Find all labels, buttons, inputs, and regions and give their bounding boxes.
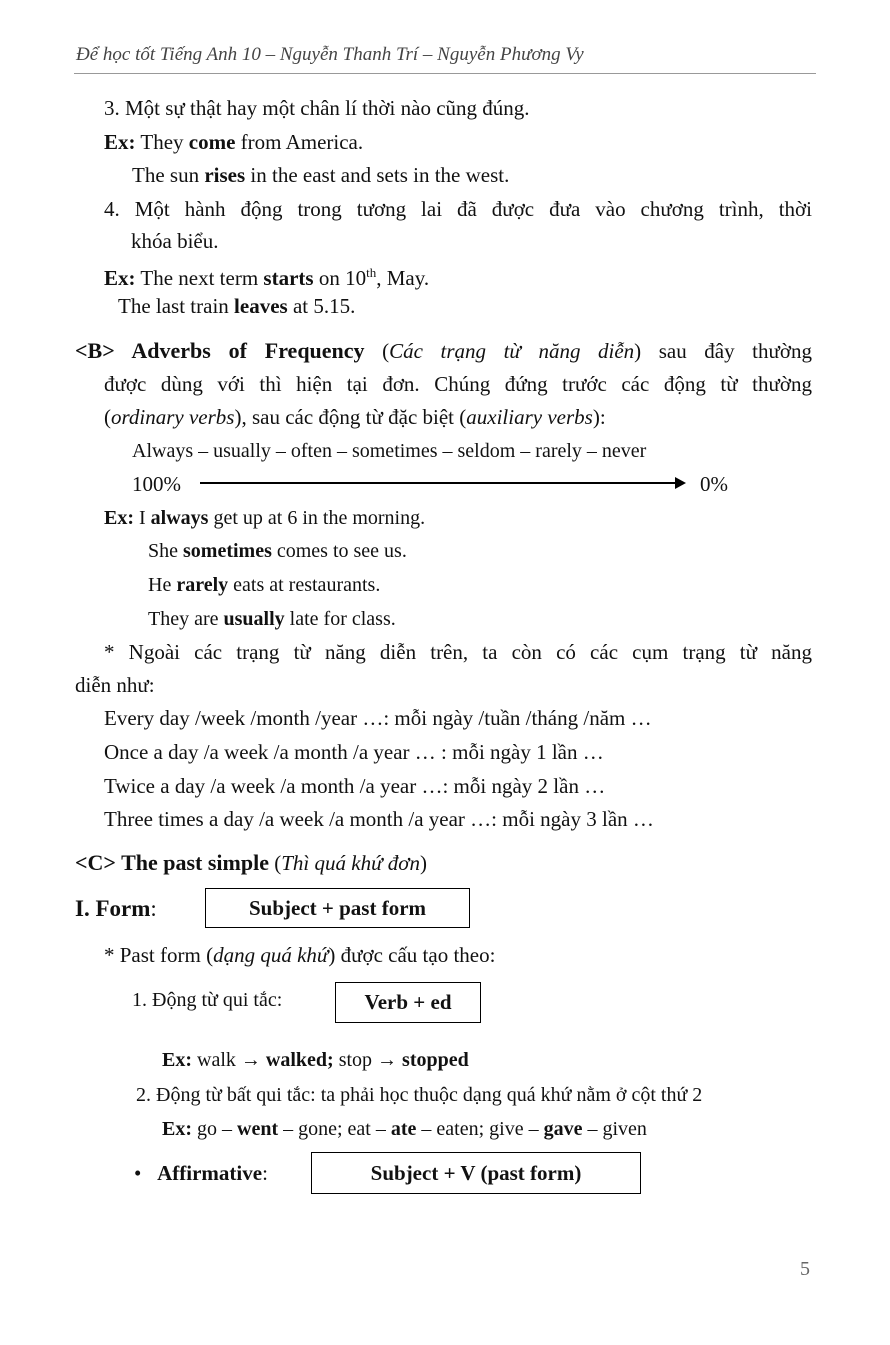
note-line1: * Ngoài các trạng từ năng diễn trên, ta còn có các cụm trạng từ năng xyxy=(104,640,812,664)
example-3a: Ex: They come from America. xyxy=(104,130,364,154)
page-number: 5 xyxy=(800,1258,810,1280)
bullet-icon: • xyxy=(134,1161,142,1185)
rule-4-line1: 4. Một hành động trong tương lai đã được đưa vào chương trình, thời xyxy=(104,197,812,221)
regular-verbs-box: Verb + ed xyxy=(335,982,481,1023)
frequency-arrow xyxy=(200,482,684,484)
ex-label: Ex: xyxy=(104,130,136,154)
ex-label: Ex: xyxy=(162,1118,192,1140)
example-4b: The last train leaves at 5.15. xyxy=(118,294,356,318)
irregular-verbs-rule: 2. Động từ bất qui tắc: ta phải học thuộc dạng quá khứ nằm ở cột thứ 2 xyxy=(136,1084,703,1106)
scale-left: 100% xyxy=(132,472,181,496)
past-form-note: * Past form (dạng quá khứ) được cấu tạo theo: xyxy=(104,943,496,967)
ex-label: Ex: xyxy=(162,1049,192,1071)
phrase-1: Every day /week /month /year …: mỗi ngày /tuần /tháng /năm … xyxy=(104,706,652,730)
phrase-2: Once a day /a week /a month /a year … : mỗi ngày 1 lần … xyxy=(104,740,604,764)
phrase-4: Three times a day /a week /a month /a year …: mỗi ngày 3 lần … xyxy=(104,807,654,831)
example-3b: The sun rises in the east and sets in the west. xyxy=(132,163,510,187)
scale-right: 0% xyxy=(700,472,728,496)
ex-label: Ex: xyxy=(104,266,136,290)
example-irregular: Ex: go – went – gone; eat – ate – eaten; give – gave – given xyxy=(162,1118,647,1140)
form-box: Subject + past form xyxy=(205,888,470,928)
header-rule xyxy=(74,73,816,74)
example-b1: Ex: I always get up at 6 in the morning. xyxy=(104,507,426,529)
running-header: Để học tốt Tiếng Anh 10 – Nguyễn Thanh Trí – Nguyễn Phương Vy xyxy=(76,44,584,65)
form-heading: I. Form: xyxy=(75,896,157,921)
ex-label: Ex: xyxy=(104,507,134,529)
phrase-3: Twice a day /a week /a month /a year …: mỗi ngày 2 lần … xyxy=(104,774,606,798)
adverb-list: Always – usually – often – sometimes – seldom – rarely – never xyxy=(132,440,647,462)
affirmative-box: Subject + V (past form) xyxy=(311,1152,641,1194)
rule-4-line2: khóa biểu. xyxy=(131,229,219,253)
affirmative-label: • Affirmative: xyxy=(134,1161,268,1185)
note-line2: diễn như: xyxy=(75,673,155,697)
example-b2: She sometimes comes to see us. xyxy=(148,540,407,562)
section-b-line2: được dùng với thì hiện tại đơn. Chúng đứng trước các động từ thường xyxy=(104,372,812,396)
example-regular: Ex: walk → walked; stop → stopped xyxy=(162,1049,469,1071)
example-b4: They are usually late for class. xyxy=(148,608,396,630)
example-b3: He rarely eats at restaurants. xyxy=(148,574,381,596)
section-b-heading: <B> Adverbs of Frequency (Các trạng từ năng diễn) sau đây thường xyxy=(75,338,812,363)
section-b-line3: (ordinary verbs), sau các động từ đặc biệt (auxiliary verbs): xyxy=(104,405,606,429)
section-c-heading: <C> The past simple (Thì quá khứ đơn) xyxy=(75,850,427,875)
rule-3: 3. Một sự thật hay một chân lí thời nào cũng đúng. xyxy=(104,96,530,120)
regular-verbs-label: 1. Động từ qui tắc: xyxy=(132,989,283,1011)
example-4a: Ex: The next term starts on 10th, May. xyxy=(104,265,430,290)
